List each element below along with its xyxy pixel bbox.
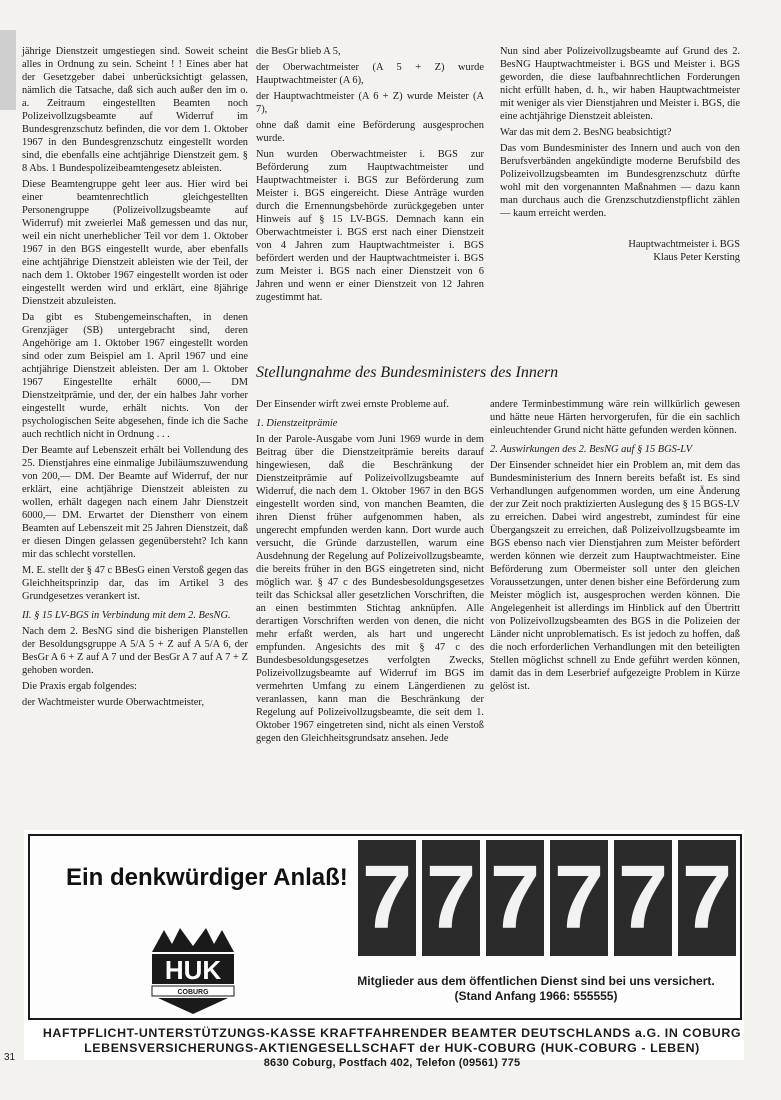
subheading: 2. Auswirkungen des 2. BesNG auf § 15 BGS-LV bbox=[490, 444, 693, 455]
paragraph: jährige Dienstzeit umgestiegen sind. Soweit scheint alles in Ordnung zu sein. Scheint ! ! Eines aber hat der Gesetzgeber dabei unberücksichtigt gelassen, nämlich die Tatsache, daß sich auch außer den im o. a. Zeitraum eingestellten Beamten noch Polizeivollzugsbeamte auf Widerruf im Bundesgrenzschutz befinden, die vor dem 1. Oktober 1967 in den Bundesgrenzschutz eingestellt worden sind, die ebenfalls eine achtjährige Dienstzeit gem. § 8 Abs. 1 Bundespolizeibeamtengesetz ableisten. bbox=[22, 46, 248, 174]
paragraph: der Wachtmeister wurde Oberwachtmeister, bbox=[22, 697, 205, 708]
paragraph: Der Einsender wirft zwei ernste Probleme auf. bbox=[256, 399, 450, 410]
logo-text: HUK bbox=[164, 955, 222, 985]
paragraph: In der Parole-Ausgabe vom Juni 1969 wurde in dem Beitrag über die Dienstzeitprämie bereits darauf hingewiesen, daß die Beschränkung der Dienstzeitprämie auf Polizeivollzugsbeamte auf Widerruf, die nach dem 1. Oktober 1967 in den BGS eingestellt worden sind, von manchen Beamten, die ihren Dienst früher aufgenommen haben, als ungerecht empfunden werden kann. Dort wurde auch versucht, die Gründe darzustellen, warum eine Ausdehnung der Regelung auf Polizeivollzugsbeamte, die bereits früher in den BGS eingetreten sind, nicht möglich war. § 47 c des Bundesbesoldungsgesetzes teilt das Schicksal aller gesetzlichen Vorschriften, die an einen bestimmten Stichtag anknüpfen. Alle derartigen Vorschriften werden von denen, die nicht mehr erfaßt werden, als hart und ungerecht empfunden. Angesichts des mit § 47 c des Bundesbesoldungsgesetzes verfolgten Zwecks, Polizeivollzugsbeamte auf Widerruf im BGS im vermehrten Umfang zu einem Längerdienen zu veranlassen, kann man die Beschränkung der Regelung auf Polizeivollzugsbeamte, die seit dem 1. Oktober 1967 eingetreten sind, nicht als einen Verstoß gegen den Gleichheitsgrundsatz ansehen. Jede bbox=[256, 434, 484, 744]
digit: 7 bbox=[678, 840, 736, 956]
digit-row bbox=[358, 840, 736, 960]
ad-footer-line: HAFTPFLICHT-UNTERSTÜTZUNGS-KASSE KRAFTFAHRENDER BEAMTER DEUTSCHLANDS a.G. IN COBURG bbox=[42, 1026, 742, 1040]
response-column-2 bbox=[490, 398, 740, 696]
ad-footer bbox=[32, 1026, 752, 1071]
digit: 7 bbox=[550, 840, 608, 956]
paragraph: der Hauptwachtmeister (A 6 + Z) wurde Meister (A 7), bbox=[256, 91, 484, 115]
huk-coburg-logo bbox=[148, 924, 238, 1016]
paragraph: der Oberwachtmeister (A 5 + Z) wurde Hauptwachtmeister (A 6), bbox=[256, 62, 484, 86]
ad-headline: Ein denkwürdiger Anlaß! bbox=[66, 864, 348, 891]
logo-subtext: COBURG bbox=[177, 989, 209, 996]
paragraph: Nach dem 2. BesNG sind die bisherigen Planstellen der Besoldungsgruppe A 5/A 5 + Z auf A 5/A 6, der BesGr A 6 + Z auf A 7 und der BesGr A 7 auf A 7 + Z gehoben worden. bbox=[22, 626, 248, 676]
paragraph: ohne daß damit eine Beförderung ausgesprochen wurde. bbox=[256, 120, 484, 144]
ad-member-text bbox=[330, 974, 742, 1004]
page-number: 31 bbox=[4, 1052, 16, 1063]
response-column-1 bbox=[256, 398, 484, 748]
author-name: Klaus Peter Kersting bbox=[653, 252, 740, 263]
digit: 7 bbox=[422, 840, 480, 956]
paragraph: Der Beamte auf Lebenszeit erhält bei Vollendung des 25. Dienstjahres eine einmalige Jubiläumszuwendung von 200,— DM. Der Beamte auf Widerruf, der nur erklärt, eine achtjährige Dienstzeit ableisten zu wollen, erhält dagegen nach einem Jahr Dienstzeit 6000,— DM. Erwartet der Dienstherr von einem Beamten auf Lebenszeit mit 25 Jahren Dienstzeit, daß er diesen Dingen gelassen gegenübersteht? Ich kann mir das schlecht vorstellen. bbox=[22, 445, 248, 560]
ad-footer-line: LEBENSVERSICHERUNGS-AKTIENGESELLSCHAFT der HUK-COBURG (HUK-COBURG - LEBEN) bbox=[84, 1041, 700, 1055]
paragraph: Der Einsender schneidet hier ein Problem an, mit dem das Bundesministerium des Innern bereits befaßt ist. Es sind Verhandlungen aufgenommen worden, um eine Änderung der zur Zeit noch praktizierten Auslegung des § 15 BGS-LV zu erreichen. Dabei wird angestrebt, zumindest für eine Übergangszeit zu erreichen, daß Polizeivollzugsbeamte im BGS ebenso nach vier Dienstjahren zum Meister befördert werden können wie derzeit zum Hauptwachtmeister. Eine Beförderung zum Obermeister soll unter den gleichen Voraussetzungen, unter denen bisher eine Beförderung zum Meister möglich ist, ausgesprochen werden können. Die Angelegenheit ist allerdings im Hinblick auf den Übertritt von Polizeivollzugsbeamten des BGS in die Polizeien der Länder nicht unproblematisch. Es ist jedoch zu hoffen, daß die noch erforderlichen Verhandlungen mit den beteiligten Stellen möglichst schnell zu Ende geführt werden können, damit das in dem Leserbrief aufgezeigte Problem in Kürze gelöst ist. bbox=[490, 460, 740, 692]
paragraph: War das mit dem 2. BesNG beabsichtigt? bbox=[500, 127, 672, 138]
digit: 7 bbox=[486, 840, 544, 956]
member-stand: (Stand Anfang 1966: 555555) bbox=[454, 989, 618, 1003]
author-signature bbox=[500, 238, 740, 264]
ad-frame bbox=[28, 834, 742, 1020]
paragraph: andere Terminbestimmung wäre rein willkürlich gewesen und hätte neue Härten hervorgerufen, für die ein sachlich einleuchtender Grund nicht hätte gefunden werden können. bbox=[490, 399, 740, 436]
article-column-2 bbox=[256, 45, 484, 307]
paragraph: Die Praxis ergab folgendes: bbox=[22, 681, 137, 692]
huk-advertisement bbox=[24, 830, 744, 1069]
paragraph: Nun sind aber Polizeivollzugsbeamte auf Grund des 2. BesNG Hauptwachtmeister i. BGS und Meister i. BGS geworden, die diese laufbahnrechtlichen Forderungen nicht erfüllt haben, d. h., wir haben Hauptwachtmeister mit weniger als vier Dienstjahren und Meister i. BGS, die eine achtjährige Dienstzeit ableisten. bbox=[500, 46, 740, 122]
paragraph: die BesGr blieb A 5, bbox=[256, 46, 341, 57]
ad-address: 8630 Coburg, Postfach 402, Telefon (09561) 775 bbox=[263, 1057, 521, 1069]
digit: 7 bbox=[358, 840, 416, 956]
author-rank: Hauptwachtmeister i. BGS bbox=[628, 239, 740, 250]
paragraph: Das vom Bundesminister des Innern und auch von den Berufsverbänden angekündigte moderne Berufsbild des Polizeivollzugsbeamten im Bundesgrenzschutz dürfte wohl mit den vorgenannten Maßnahmen — dazu kann man durchaus auch die Grenzschutzdienstpflicht zählen — kaum erreicht werden. bbox=[500, 143, 740, 219]
paragraph: Diese Beamtengruppe geht leer aus. Hier wird bei einer beamtenrechtlich gleichgestellten Personengruppe (Polizeivollzugsbeamte auf Widerruf) mit zweierlei Maß gemessen und das nur, weil ein nicht unerheblicher Teil vor dem 1. Oktober 1967 in den BGS eingestellt wurde, aber ebenfalls eine achtjährige Dienstzeit ableisten wie der Teil, der nach dem 1. Oktober 1967 eingestellt worden ist oder eingestellt werden wird und erklärt, eine 8jährige Dienstzeit abzuleisten. bbox=[22, 179, 248, 307]
subheading: 1. Dienstzeitprämie bbox=[256, 418, 338, 429]
paragraph: Nun wurden Oberwachtmeister i. BGS zur Beförderung zum Hauptwachtmeister und Hauptwachtmeister i. BGS zur Beförderung zum Meister i. BGS eingereicht. Diese Anträge wurden durch die Ernennungsbehörde zurückgegeben unter Hinweis auf § 15 LV-BGS. Demnach kann ein Oberwachtmeister i. BGS erst nach einer Dienstzeit von 4 Jahren zum Hauptwachtmeister i. BGS befördert werden und der Hauptwachtmeister i. BGS zum Meister i. BGS nach einer Dienstzeit von 6 Jahren und wenn er einer Dienstzeit von 12 Jahren zugestimmt hat. bbox=[256, 149, 484, 303]
paragraph: Da gibt es Stubengemeinschaften, in denen Grenzjäger (SB) untergebracht sind, deren Angehörige am 1. Oktober 1967 eingestellt worden sind oder zum Beispiel am 1. April 1967 und eine achtjährige Dienstzeit ableisten. Der am 1. Oktober 1967 Eingestellte erhält 6000,— DM Dienstzeitprämie, und der, der ein halbes Jahr vorher eingestellt wurde, erhält nichts. Von der psychologischen Seite abgesehen, finde ich die Sache auch rechtlich nicht in Ordnung . . . bbox=[22, 312, 248, 440]
digit: 7 bbox=[614, 840, 672, 956]
binding-mark bbox=[0, 30, 16, 110]
article-column-3 bbox=[500, 45, 740, 264]
article-column-1 bbox=[22, 45, 248, 712]
member-line: Mitglieder aus dem öffentlichen Dienst sind bei uns versichert. bbox=[357, 974, 715, 988]
section-title: Stellungnahme des Bundesministers des Innern bbox=[256, 364, 559, 381]
subheading: II. § 15 LV-BGS in Verbindung mit dem 2. BesNG. bbox=[22, 610, 231, 621]
paragraph: M. E. stellt der § 47 c BBesG einen Verstoß gegen das Gleichheitsprinzip dar, das im Artikel 3 des Grundgesetzes verankert ist. bbox=[22, 565, 248, 602]
